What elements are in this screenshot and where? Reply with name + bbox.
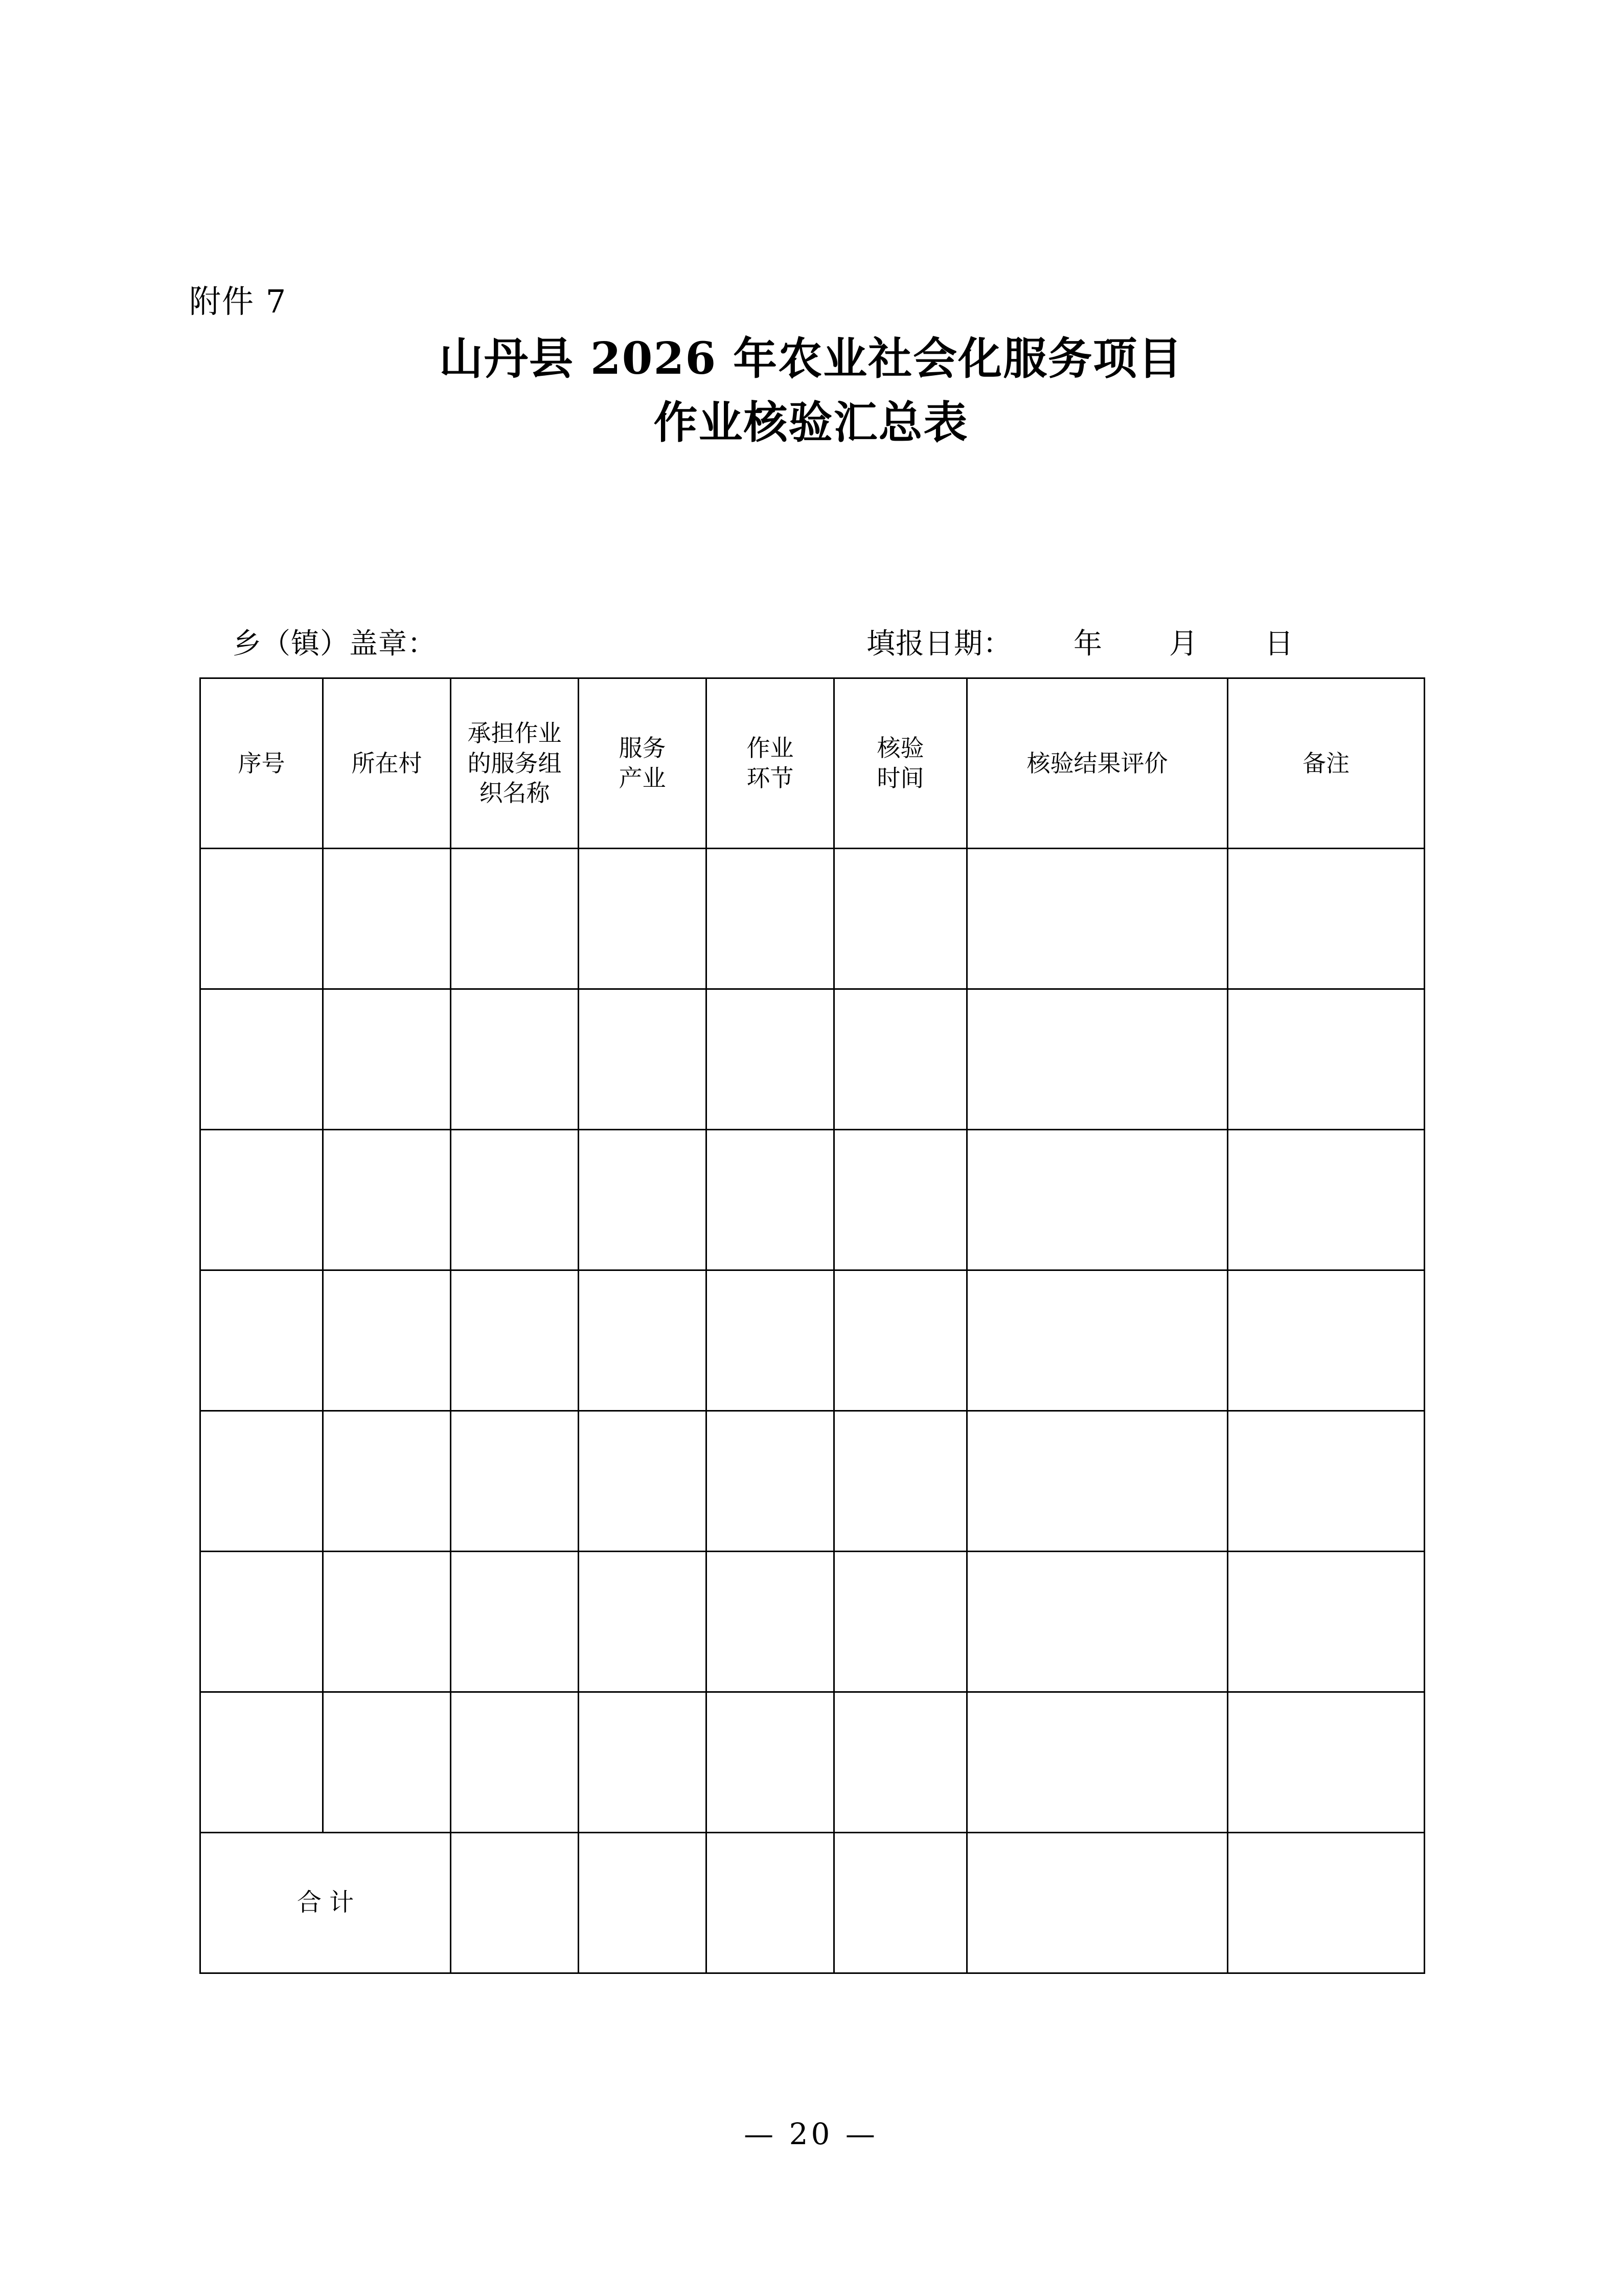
column-header-industry: 服务 产业 xyxy=(579,678,706,849)
column-header-verify-result: 核验结果评价 xyxy=(967,678,1228,849)
table-row xyxy=(200,1411,1425,1552)
cell-service-org[interactable] xyxy=(451,1411,579,1552)
cell-industry[interactable] xyxy=(579,1130,706,1270)
cell-operation-step[interactable] xyxy=(706,1270,834,1411)
column-header-village: 所在村 xyxy=(323,678,451,849)
attachment-label: 附件 7 xyxy=(189,283,287,320)
column-header-service-org: 承担作业 的服务组 织名称 xyxy=(451,678,579,849)
year-unit: 年 xyxy=(1073,627,1103,661)
column-header-remark: 备注 xyxy=(1228,678,1425,849)
table-row xyxy=(200,849,1425,989)
cell-verify-time[interactable] xyxy=(834,1130,967,1270)
verification-summary-table xyxy=(199,677,1425,1974)
cell-verify-time[interactable] xyxy=(834,849,967,989)
column-header-index: 序号 xyxy=(200,678,323,849)
cell-service-org[interactable] xyxy=(451,1692,579,1833)
cell-remark[interactable] xyxy=(1228,989,1425,1130)
cell-index[interactable] xyxy=(200,1552,323,1692)
stamp-label: 乡（镇）盖章： xyxy=(233,627,437,661)
cell-operation-step[interactable] xyxy=(706,1130,834,1270)
cell-service-org[interactable] xyxy=(451,1270,579,1411)
cell-industry[interactable] xyxy=(579,989,706,1130)
cell-industry[interactable] xyxy=(579,1692,706,1833)
cell-operation-step[interactable] xyxy=(706,1692,834,1833)
day-unit: 日 xyxy=(1265,627,1294,661)
cell-service-org[interactable] xyxy=(451,849,579,989)
summary-industry[interactable] xyxy=(579,1833,706,1973)
month-unit: 月 xyxy=(1169,627,1198,661)
cell-operation-step[interactable] xyxy=(706,1552,834,1692)
table-row xyxy=(200,1552,1425,1692)
cell-index[interactable] xyxy=(200,989,323,1130)
cell-index[interactable] xyxy=(200,1270,323,1411)
cell-index[interactable] xyxy=(200,849,323,989)
cell-village[interactable] xyxy=(323,1411,451,1552)
table-summary-row xyxy=(200,1833,1425,1973)
cell-industry[interactable] xyxy=(579,1270,706,1411)
table-header-row xyxy=(200,678,1425,849)
cell-verify-result[interactable] xyxy=(967,1411,1228,1552)
cell-remark[interactable] xyxy=(1228,1130,1425,1270)
cell-verify-result[interactable] xyxy=(967,1552,1228,1692)
cell-operation-step[interactable] xyxy=(706,1411,834,1552)
cell-verify-time[interactable] xyxy=(834,989,967,1130)
page-title xyxy=(0,327,1622,454)
summary-verify-time[interactable] xyxy=(834,1833,967,1973)
date-label: 填报日期： xyxy=(866,627,1012,661)
cell-service-org[interactable] xyxy=(451,1130,579,1270)
cell-index[interactable] xyxy=(200,1130,323,1270)
cell-industry[interactable] xyxy=(579,849,706,989)
cell-remark[interactable] xyxy=(1228,1692,1425,1833)
cell-remark[interactable] xyxy=(1228,1270,1425,1411)
summary-operation-step[interactable] xyxy=(706,1833,834,1973)
cell-verify-result[interactable] xyxy=(967,1692,1228,1833)
cell-industry[interactable] xyxy=(579,1552,706,1692)
date-fields xyxy=(866,621,1294,662)
cell-service-org[interactable] xyxy=(451,989,579,1130)
cell-operation-step[interactable] xyxy=(706,989,834,1130)
cell-remark[interactable] xyxy=(1228,1552,1425,1692)
cell-index[interactable] xyxy=(200,1411,323,1552)
cell-village[interactable] xyxy=(323,1692,451,1833)
page-title-line-1: 山丹县 2026 年农业社会化服务项目 xyxy=(439,333,1183,384)
page-number: — 20 — xyxy=(744,2117,878,2151)
cell-verify-result[interactable] xyxy=(967,1270,1228,1411)
column-header-verify-time: 核验 时间 xyxy=(834,678,967,849)
cell-operation-step[interactable] xyxy=(706,849,834,989)
summary-verify-result[interactable] xyxy=(967,1833,1228,1973)
column-header-operation-step: 作业 环节 xyxy=(706,678,834,849)
table-row xyxy=(200,1270,1425,1411)
cell-verify-result[interactable] xyxy=(967,849,1228,989)
summary-label: 合 计 xyxy=(200,1833,451,1973)
cell-verify-result[interactable] xyxy=(967,989,1228,1130)
cell-village[interactable] xyxy=(323,1270,451,1411)
cell-service-org[interactable] xyxy=(451,1552,579,1692)
cell-verify-time[interactable] xyxy=(834,1270,967,1411)
cell-verify-time[interactable] xyxy=(834,1552,967,1692)
cell-remark[interactable] xyxy=(1228,1411,1425,1552)
cell-verify-result[interactable] xyxy=(967,1130,1228,1270)
cell-index[interactable] xyxy=(200,1692,323,1833)
table-row xyxy=(200,989,1425,1130)
table-row xyxy=(200,1692,1425,1833)
summary-remark[interactable] xyxy=(1228,1833,1425,1973)
cell-verify-time[interactable] xyxy=(834,1411,967,1552)
cell-village[interactable] xyxy=(323,1130,451,1270)
cell-village[interactable] xyxy=(323,849,451,989)
page-title-line-2: 作业核验汇总表 xyxy=(653,396,969,448)
table-row xyxy=(200,1130,1425,1270)
cell-remark[interactable] xyxy=(1228,849,1425,989)
cell-village[interactable] xyxy=(323,989,451,1130)
cell-industry[interactable] xyxy=(579,1411,706,1552)
cell-village[interactable] xyxy=(323,1552,451,1692)
cell-verify-time[interactable] xyxy=(834,1692,967,1833)
summary-service-org[interactable] xyxy=(451,1833,579,1973)
